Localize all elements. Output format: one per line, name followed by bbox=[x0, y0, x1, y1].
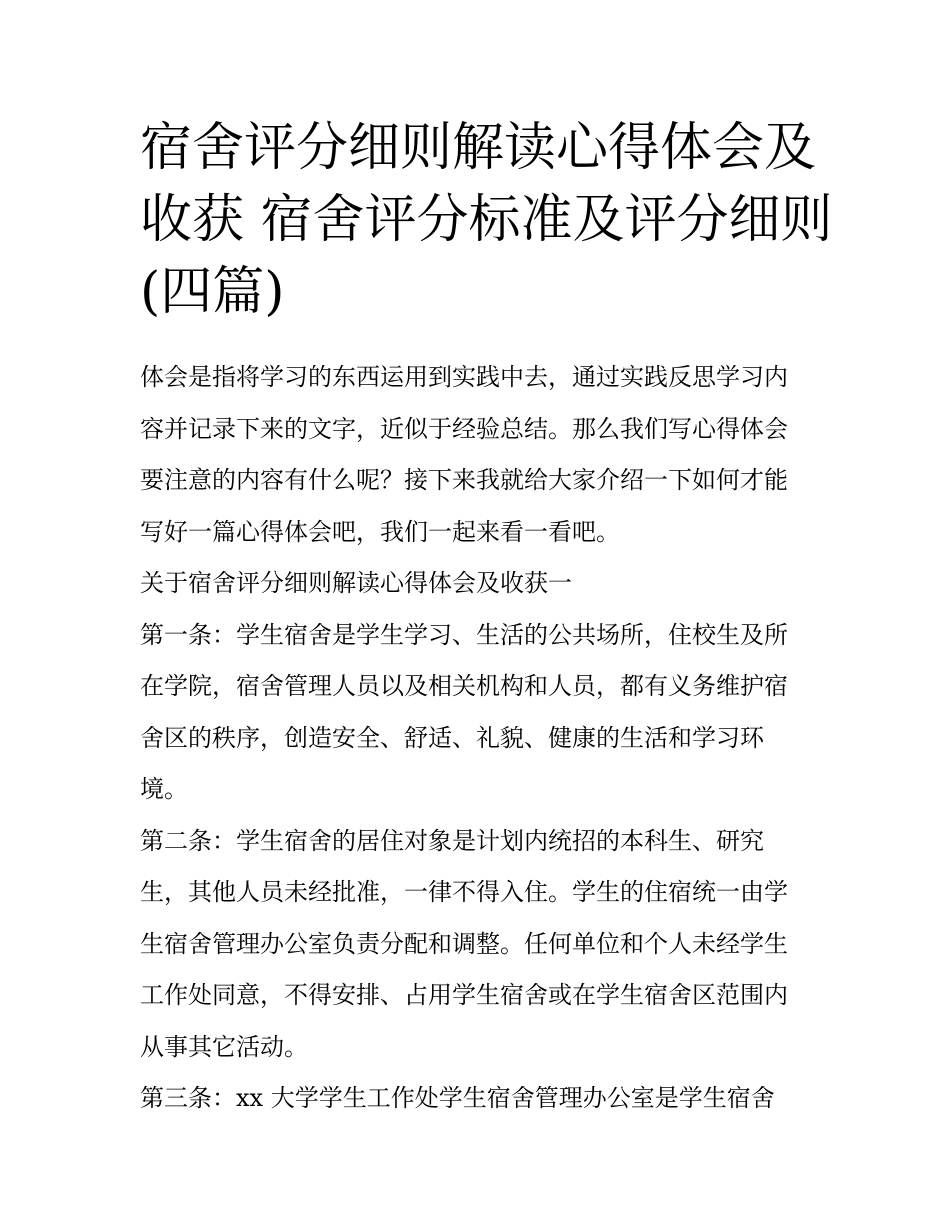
title-line-3: (四篇) bbox=[140, 262, 285, 322]
article-1-paragraph bbox=[140, 610, 820, 816]
text-line: 生宿舍管理办公室负责分配和调整。任何单位和个人未经学生 bbox=[140, 929, 788, 958]
text-line: 写好一篇心得体会吧，我们一起来看一看吧。 bbox=[140, 517, 620, 546]
text-line: 工作处同意，不得安排、占用学生宿舍或在学生宿舍区范围内 bbox=[140, 981, 788, 1009]
text-line: 舍区的秩序，创造安全、舒适、礼貌、健康的生活和学习环 bbox=[140, 723, 764, 752]
intro-paragraph bbox=[140, 352, 820, 558]
document-title bbox=[140, 112, 833, 328]
text-line: 要注意的内容有什么呢？接下来我就给大家介绍一下如何才能 bbox=[140, 466, 788, 494]
text-line: 在学院，宿舍管理人员以及相关机构和人员，都有义务维护宿 bbox=[140, 672, 788, 700]
article-3-paragraph bbox=[140, 1073, 820, 1125]
text-line: 容并记录下来的文字，近似于经验总结。那么我们写心得体会 bbox=[140, 414, 788, 443]
title-line-2: 收获 宿舍评分标准及评分细则 bbox=[140, 190, 833, 250]
text-line: 第二条：学生宿舍的居住对象是计划内统招的本科生、研究 bbox=[140, 826, 764, 855]
text-line: 境。 bbox=[140, 775, 188, 803]
section-heading bbox=[140, 558, 820, 610]
text-line: 从事其它活动。 bbox=[140, 1032, 308, 1061]
text-line: 第三条：xx 大学学生工作处学生宿舍管理办公室是学生宿舍 bbox=[140, 1084, 775, 1112]
article-2-paragraph bbox=[140, 816, 820, 1074]
text-line: 体会是指将学习的东西运用到实践中去，通过实践反思学习内 bbox=[140, 363, 788, 391]
text-line: 第一条：学生宿舍是学生学习、生活的公共场所，住校生及所 bbox=[140, 620, 788, 649]
document-body bbox=[140, 352, 820, 1125]
text-line: 关于宿舍评分细则解读心得体会及收获一 bbox=[140, 569, 572, 597]
title-line-1: 宿舍评分细则解读心得体会及 bbox=[140, 118, 817, 178]
text-line: 生，其他人员未经批准，一律不得入住。学生的住宿统一由学 bbox=[140, 878, 788, 906]
